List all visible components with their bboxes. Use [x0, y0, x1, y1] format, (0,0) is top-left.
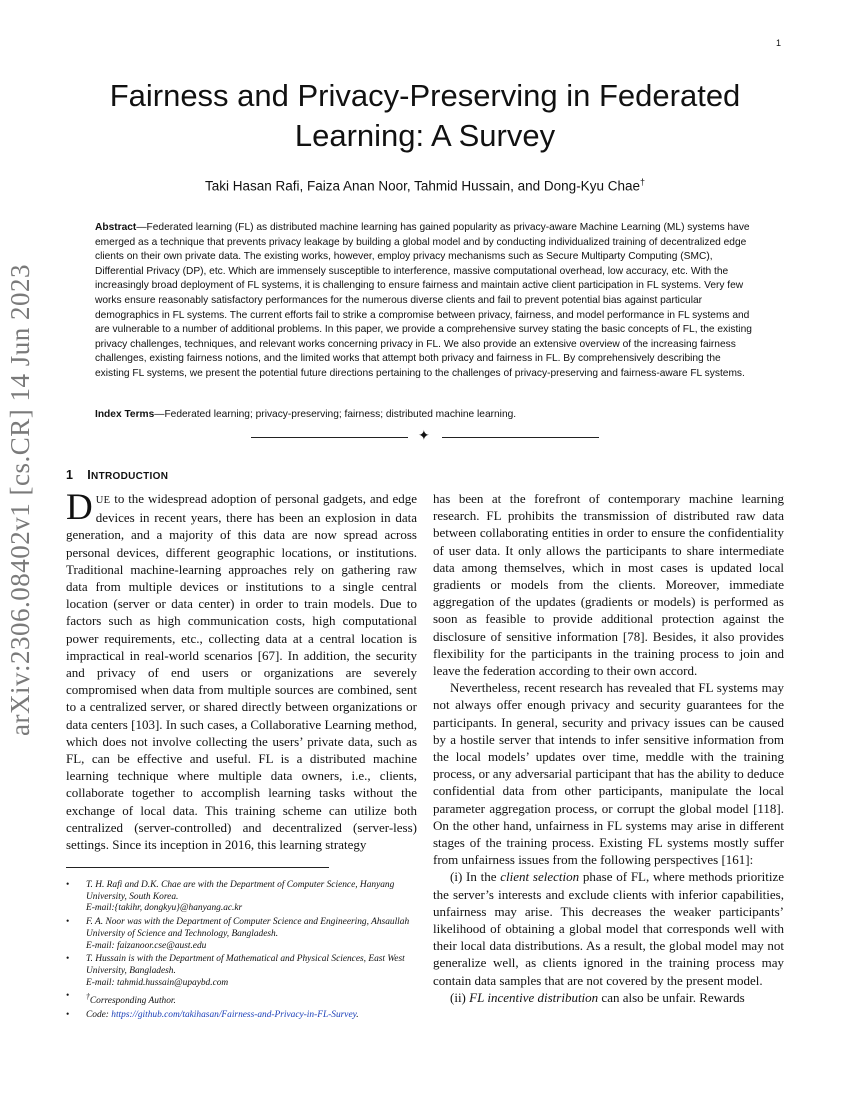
dropcap: D [66, 490, 93, 528]
section-title-initial: I [87, 468, 92, 482]
incentive-distribution-term: FL incentive distribution [469, 989, 599, 1005]
left-column [66, 490, 417, 870]
section-number: 1 [66, 468, 74, 482]
intro-paragraph-1-text: to the widespread adoption of personal gadgets, and edge devices in recent years, there has been an explosion in data generation, and a majority of this data are now spread across personal devices, different geographic locations, or institutions. Traditional machine-learning approaches rely on gathering raw data from multiple devices or institutions to a single central location (server or data center) in order to train models. Due to factors such as high communication costs, high computational power requirements, etc., collecting data at a central location is impractical in real-world scenarios [67]. In addition, the security and privacy of end users or organizations are severely compromised when data from multiple sources are combined, sent to a centralized server, or shared directly between organizations or data centers [103]. In such cases, a Collaborative Learning method, which does not involve collecting the users’ private data, such as FL, can be effective and useful. FL is a distributed machine learning technique where multiple data owners, i.e., clients, collaborate together to accomplish learning tasks without the exchange of local data. This training scheme can utilize both centralized (server-controlled) and decentralized (server-less) settings. Since its inception in 2016, this learning strategy [66, 491, 417, 853]
authors [70, 177, 780, 194]
corresponding-text: Corresponding Author. [89, 996, 176, 1007]
footnote-email: E-mail: tahmid.hussain@upaybd.com [86, 977, 229, 988]
separator-rule-right [442, 437, 599, 438]
index-terms [95, 408, 757, 423]
dagger-mark: † [86, 992, 90, 1002]
footnote-email: E-mail: faizanoor.cse@aust.edu [86, 940, 207, 951]
bullet-icon: • [66, 880, 70, 890]
footnote-corresponding [66, 991, 417, 1008]
footnote-item [66, 954, 417, 989]
bullet-icon: • [66, 991, 70, 1002]
footnote-affiliation: T. Hussain is with the Department of Mathematical and Physical Sciences, East West University, Bangladesh. [86, 954, 405, 976]
separator-rule-left [251, 437, 408, 438]
client-selection-term: client selection [500, 869, 580, 885]
footnotes [66, 880, 417, 1024]
footnote-rule [66, 867, 329, 868]
arxiv-stamp: arXiv:2306.08402v1 [cs.CR] 14 Jun 2023 [5, 264, 35, 736]
code-end: . [356, 1010, 359, 1021]
code-link[interactable]: https://github.com/takihasan/Fairness-and-Privacy-in-FL-Survey [111, 1010, 357, 1021]
section-heading [66, 468, 168, 482]
intro-paragraph-3: Nevertheless, recent research has revealed that FL systems may not always offer enough privacy and security guarantees for the participants. In general, security and privacy issues can be caused by a hostile server that intends to infer sensitive information from the local models’ updates over time, meddle with the training process, or any adversarial participant that has the ability to deduce confidential data from other participants, manipulate the local parameter aggregation process, or corrupt the global model [118]. On the other hand, unfairness in FL systems may arise in different stages of the training process. Existing FL systems mostly suffer from unfairness issues from the following perspectives [161]: [433, 680, 784, 868]
intro-paragraph-5 [433, 989, 784, 1006]
footnote-item [66, 880, 417, 915]
intro-paragraph-1 [66, 490, 417, 853]
paper-title: Fairness and Privacy-Preserving in Federated Learning: A Survey [109, 78, 741, 153]
footnote-affiliation: F. A. Noor was with the Department of Computer Science and Engineering, Ahsaullah University of Science and Technology, Bangladesh. [86, 917, 410, 939]
footnote-item [66, 917, 417, 952]
bullet-icon: • [66, 1010, 70, 1021]
dropcap-rest: UE [95, 495, 111, 506]
right-column [433, 490, 784, 1050]
para-prefix: (ii) [450, 989, 470, 1005]
para-prefix: (i) In the [450, 869, 501, 885]
footnote-affiliation: T. H. Rafi and D.K. Chae are with the Department of Computer Science, Hanyang University, South Korea. [86, 880, 395, 902]
code-label: Code: [86, 1010, 112, 1021]
author-list: Taki Hasan Rafi, Faiza Anan Noor, Tahmid Hussain, and Dong-Kyu Chae [204, 178, 640, 194]
para-rest: phase of FL, where methods prioritize the server’s interests and exclude clients with inferior capabilities, unfairness may arise. This decreases the weaker participants’ likelihood of obtaining a global model that corresponds well with their local data distributions. As a result, the global model may not generalize well, as clients ignored in the training process may contain data samples that are not covered by the present model. [433, 869, 784, 988]
bullet-icon: • [66, 954, 70, 965]
abstract-text: —Federated learning (FL) as distributed machine learning has gained popularity as privacy-aware Machine Learning (ML) systems have emerged as a technique that prevents privacy leakage by building a global model and by conducting individualized training of decentralized edge clients on their own private data. The existing works, however, employ privacy mechanisms such as Secure Multiparty Computing (SMC), Differential Privacy (DP), etc. Which are immensely susceptible to interference, massive computational overhead, low accuracy, etc. With the increasingly broad deployment of FL systems, it is challenging to ensure fairness and maintain active client participation in FL systems. Very few works ensure reasonably satisfactory performances for the numerous diverse clients and fail to prevent potential bias against particular demographics in FL systems. The current efforts fail to strike a compromise between privacy, fairness, and model performance in FL systems and are vulnerable to a number of additional problems. In this paper, we provide a comprehensive survey stating the basic concepts of FL, the existing privacy challenges, techniques, and relevant works concerning privacy in FL. We also provide an extensive overview of the increasing fairness challenges, existing fairness notions, and the limited works that attempt both privacy and fairness in FL. By comprehensively describing the existing FL systems, we present the potential future directions pertaining to the challenges of privacy-preserving and fairness-aware FL systems. [95, 222, 752, 379]
footnote-email: E-mail:{takihr, dongkyu}@hanyang.ac.kr [86, 903, 243, 914]
abstract [95, 221, 757, 382]
intro-paragraph-2: has been at the forefront of contemporary machine learning research. FL prohibits the transmission of distributed raw data between collaborating entities in order to ensure the confidentiality of user data. It only allows the participants to share intermediate data among themselves, which in most cases is updated local gradients or models from the clients. Moreover, immediate aggregation of the updates (gradients or models) is performed as soon as feasible to provide additional protection against the disclosure of sensitive information [78]. Besides, it also provides flexibility for the participants in the training process to join and leave the federation according to their own accord. [433, 491, 784, 679]
section-title-rest: NTRODUCTION [91, 471, 169, 482]
para-rest: can also be unfair. Rewards [598, 989, 745, 1005]
separator-diamond-icon: ✦ [418, 428, 430, 444]
intro-paragraph-4 [433, 868, 784, 988]
corresponding-mark: † [639, 177, 645, 187]
bullet-icon: • [66, 917, 70, 928]
abstract-label: Abstract [95, 222, 137, 233]
index-terms-text: —Federated learning; privacy-preserving; fairness; distributed machine learning. [154, 409, 517, 420]
index-terms-label: Index Terms [95, 409, 155, 420]
footnote-code [66, 1010, 417, 1022]
page-number: 1 [776, 38, 782, 48]
